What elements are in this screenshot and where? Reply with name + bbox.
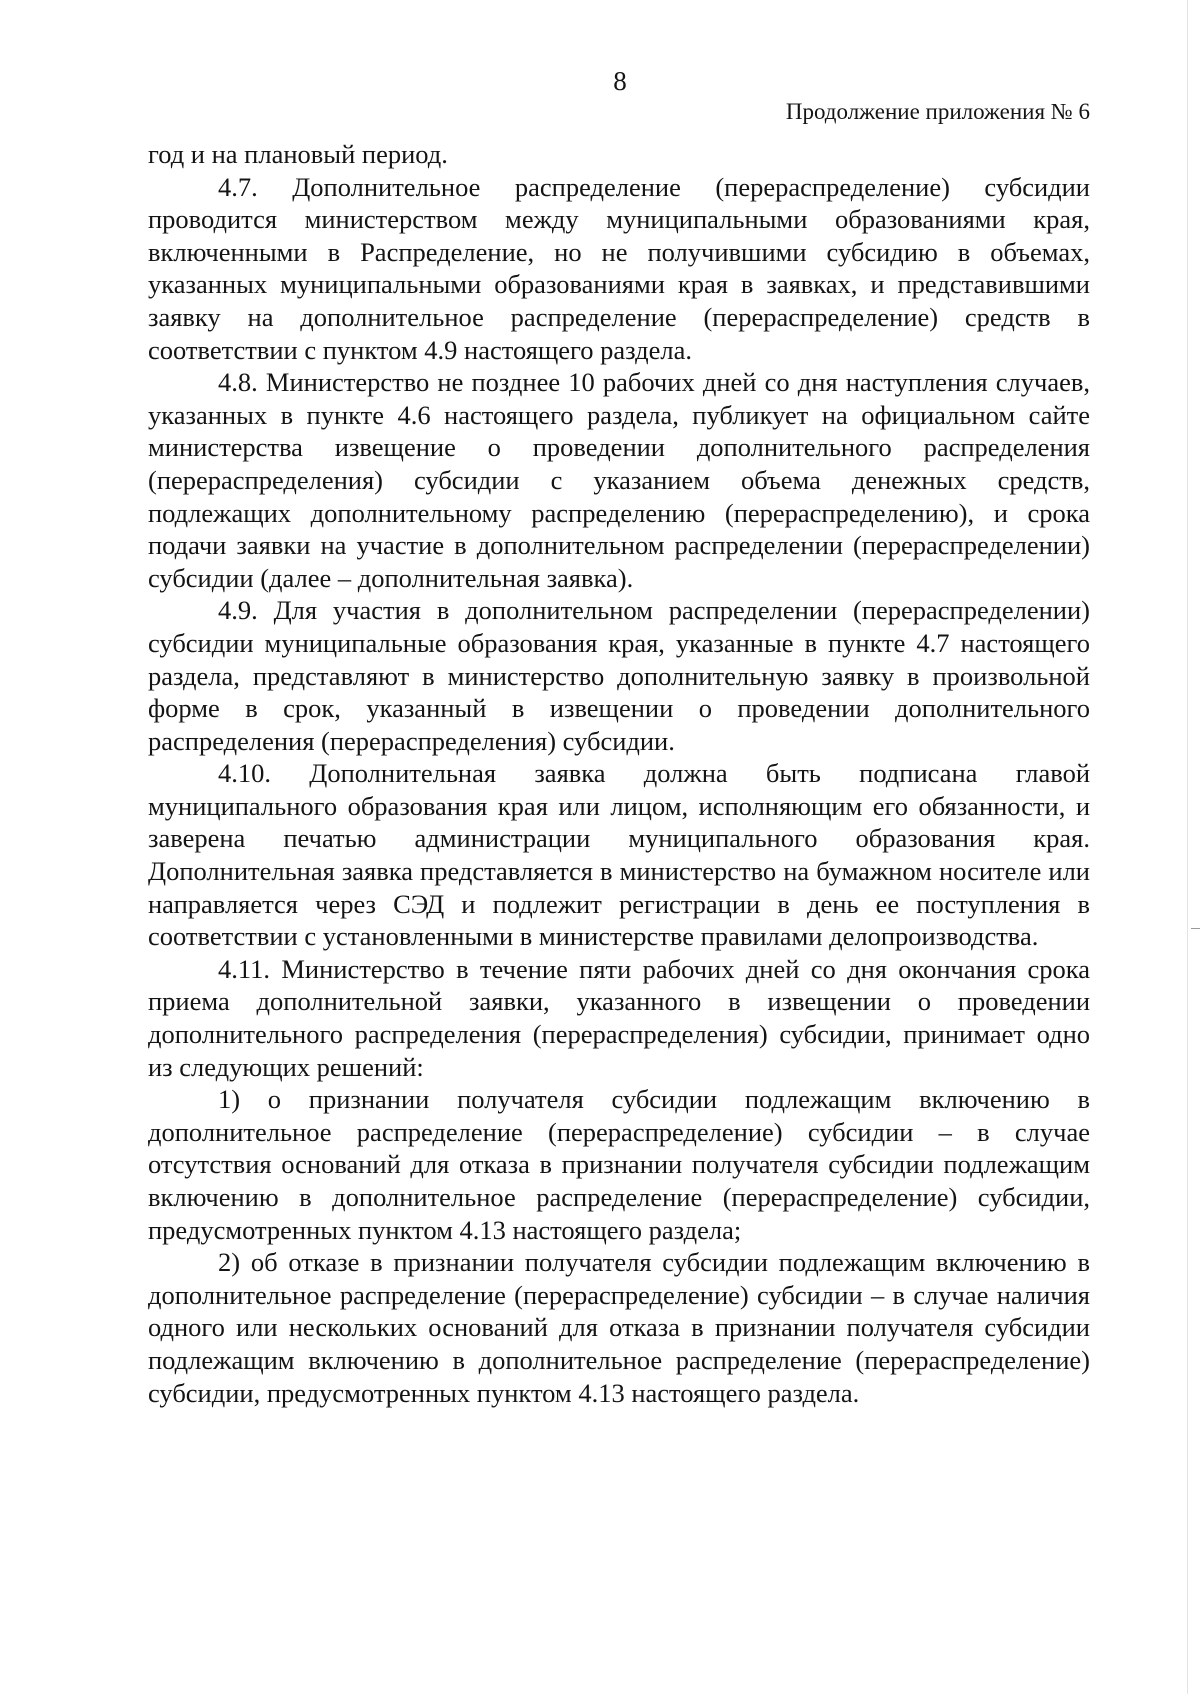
paragraph-4-11-item-2: 2) об отказе в признании получателя субсидии подлежащим включению в дополнительное распределение (перераспределение) субсидии – в случае наличия одного или нескольких оснований для отказа в признании получателя субсидии подлежащим включению в дополнительное распределение (перераспределение) субсидии, предусмотренных пунктом 4.13 настоящего раздела.	[148, 1247, 1090, 1408]
document-body	[148, 138, 1090, 1409]
page-number: 8	[613, 66, 627, 96]
scan-edge-mark	[1191, 928, 1200, 929]
paragraph-intro-continuation: год и на плановый период.	[148, 139, 448, 169]
appendix-continuation-label: Продолжение приложения № 6	[785, 99, 1090, 124]
paragraph-4-11: 4.11. Министерство в течение пяти рабочих дней со дня окончания срока приема дополнительной заявки, указанного в извещении о проведении дополнительного распределения (перераспределения) субсидии, принимает одно из следующих решений:	[148, 953, 1090, 1082]
paragraph-4-7: 4.7. Дополнительное распределение (перераспределение) субсидии проводится министерством между муниципальными образованиями края, включенными в Распределение, но не получившими субсидию в объемах, указанных муниципальными образованиями края в заявках, и представившими заявку на дополнительное распределение (перераспределение) средств в соответствии с пунктом 4.9 настоящего раздела.	[148, 171, 1090, 365]
scan-edge-line	[1187, 0, 1188, 1694]
paragraph-4-10: 4.10. Дополнительная заявка должна быть подписана главой муниципального образования края или лицом, исполняющим его обязанности, и заверена печатью администрации муниципального образования края. Дополнительная заявка представляется в министерство на бумажном носителе или направляется через СЭД и подлежит регистрации в день ее поступления в соответствии с установленными в министерстве правилами делопроизводства.	[148, 758, 1090, 952]
paragraph-4-9: 4.9. Для участия в дополнительном распределении (перераспределении) субсидии муниципальные образования края, указанные в пункте 4.7 настоящего раздела, представляют в министерство дополнительную заявку в произвольной форме в срок, указанный в извещении о проведении дополнительного распределения (перераспределения) субсидии.	[148, 595, 1090, 756]
paragraph-4-11-item-1: 1) о признании получателя субсидии подлежащим включению в дополнительное распределение (перераспределение) субсидии – в случае отсутствия оснований для отказа в признании получателя субсидии подлежащим включению в дополнительное распределение (перераспределение) субсидии, предусмотренных пунктом 4.13 настоящего раздела;	[148, 1084, 1090, 1245]
paragraph-4-8: 4.8. Министерство не позднее 10 рабочих дней со дня наступления случаев, указанных в пункте 4.6 настоящего раздела, публикует на официальном сайте министерства извещение о проведении дополнительного распределения (перераспределения) субсидии с указанием объема денежных средств, подлежащих дополнительному распределению (перераспределению), и срока подачи заявки на участие в дополнительном распределении (перераспределении) субсидии (далее – дополнительная заявка).	[148, 367, 1090, 593]
